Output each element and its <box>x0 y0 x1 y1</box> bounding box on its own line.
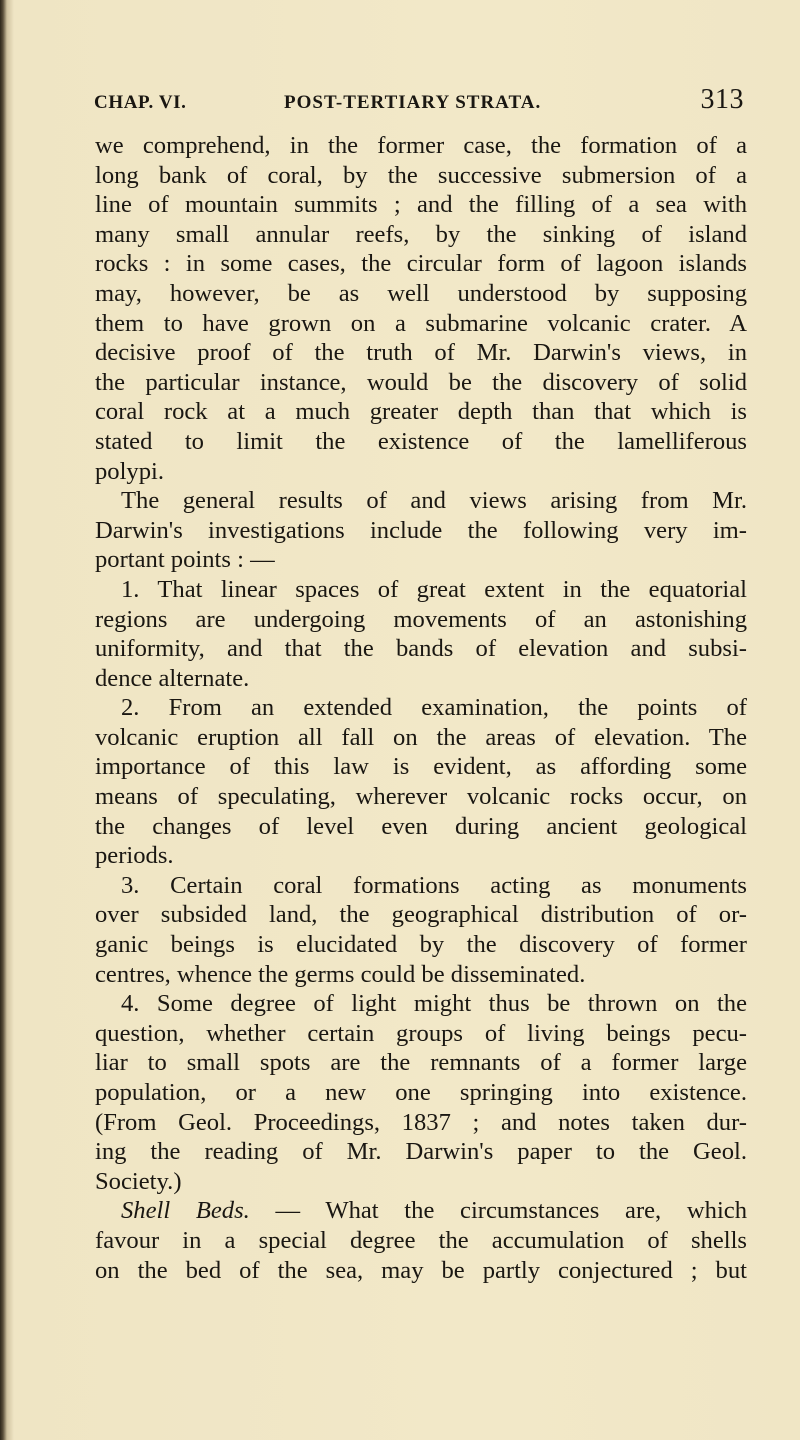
text-line-rest: — What the circumstances are, which <box>249 1197 748 1225</box>
text-line: the particular instance, would be the discovery of solid <box>95 368 747 396</box>
text-line: decisive proof of the truth of Mr. Darwin's views, in <box>95 339 747 367</box>
text-line: population, or a new one springing into existence. <box>95 1079 747 1106</box>
text-line: ing the reading of Mr. Darwin's paper to the Geol. <box>95 1138 747 1166</box>
text-line: centres, whence the germs could be disseminated. <box>95 960 586 988</box>
text-line: may, however, be as well understood by supposing <box>95 279 747 307</box>
text-line: means of speculating, wherever volcanic rocks occur, on <box>95 783 747 811</box>
text-line: on the bed of the sea, may be partly conjectured ; but <box>95 1256 747 1284</box>
running-title: POST-TERTIARY STRATA. <box>284 92 542 113</box>
text-line: 1. That linear spaces of great extent in the equatorial <box>121 575 747 603</box>
text-line: the changes of level even during ancient geological <box>95 812 747 840</box>
text-line: Society.) <box>95 1167 182 1195</box>
text-line: coral rock at a much greater depth than that which is <box>95 398 747 426</box>
text-line: favour in a special degree the accumulation of shells <box>95 1226 747 1254</box>
text-line: 3. Certain coral formations acting as monuments <box>121 871 747 899</box>
text-line: importance of this law is evident, as affording some <box>95 753 747 781</box>
text-line: over subsided land, the geographical distribution of or- <box>95 901 747 929</box>
running-head <box>94 84 744 124</box>
text-line: liar to small spots are the remnants of a former large <box>95 1049 747 1077</box>
text-line: many small annular reefs, by the sinking of island <box>95 220 747 248</box>
text-line: uniformity, and that the bands of elevation and subsi- <box>95 635 747 663</box>
text-line: portant points : — <box>95 546 275 574</box>
text-line: question, whether certain groups of living beings pecu- <box>95 1019 747 1047</box>
text-line: 2. From an extended examination, the points of <box>121 694 747 722</box>
chapter-label: CHAP. VI. <box>94 92 187 113</box>
text-line: we comprehend, in the former case, the formation of a <box>95 132 747 159</box>
body-text <box>95 131 747 1285</box>
text-line: regions are undergoing movements of an astonishing <box>95 605 747 633</box>
section-heading: Shell Beds. <box>121 1197 250 1225</box>
text-line: Darwin's investigations include the following very im- <box>95 516 747 544</box>
text-line: rocks : in some cases, the circular form of lagoon islands <box>95 250 747 278</box>
text-line: line of mountain summits ; and the filling of a sea with <box>95 191 747 219</box>
text-line: volcanic eruption all fall on the areas of elevation. The <box>95 723 747 751</box>
text-line: stated to limit the existence of the lamelliferous <box>95 427 747 455</box>
text-line: The general results of and views arising from Mr. <box>121 487 747 515</box>
text-line: 4. Some degree of light might thus be thrown on the <box>121 990 747 1018</box>
text-line: periods. <box>95 842 174 870</box>
text-line: long bank of coral, by the successive submersion of a <box>95 161 747 189</box>
text-line: (From Geol. Proceedings, 1837 ; and notes taken dur- <box>95 1108 747 1136</box>
page-number: 313 <box>700 84 744 115</box>
text-line <box>95 1196 747 1226</box>
text-line: them to have grown on a submarine volcanic crater. A <box>95 309 747 337</box>
text-line: polypi. <box>95 457 165 485</box>
text-line: dence alternate. <box>95 664 250 692</box>
text-line: ganic beings is elucidated by the discovery of former <box>95 931 747 959</box>
